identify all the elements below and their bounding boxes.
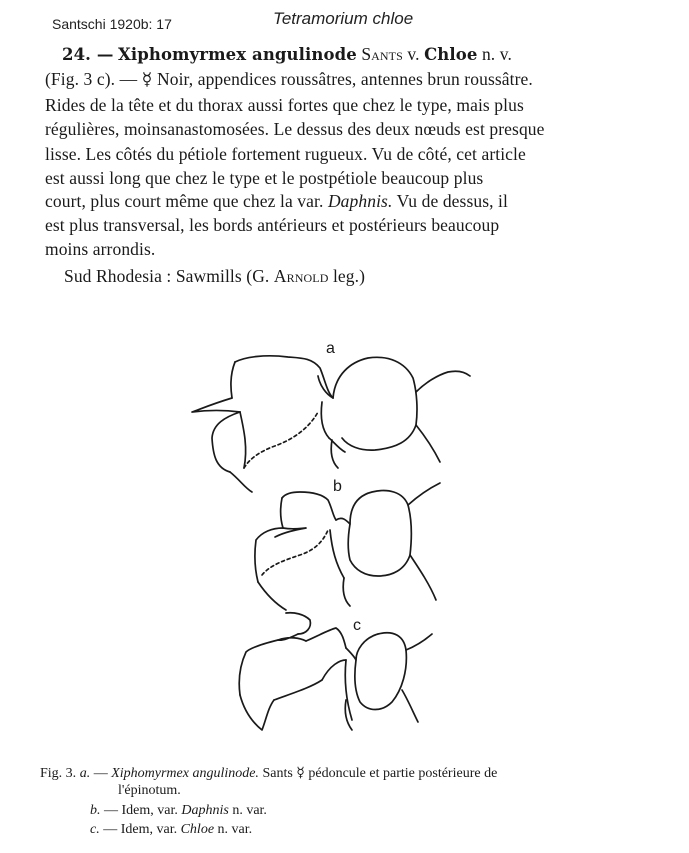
caption-c-post: n. var.	[217, 822, 253, 837]
caption-a-dash: —	[93, 766, 108, 781]
collector-name: Arnold	[273, 266, 329, 286]
locality-post: leg.)	[332, 266, 366, 286]
citation-label: Santschi 1920b: 17	[52, 16, 172, 32]
variety-daphnis: Daphnis.	[327, 191, 393, 211]
taxon-title: Tetramorium chloe	[273, 9, 414, 28]
caption-line-c	[90, 822, 252, 838]
caption-b-letter: b.	[90, 803, 101, 818]
caption-line-a2: l'épinotum.	[118, 783, 181, 798]
description-line-5: lisse. Les côtés du pétiole fortement rugueux. Vu de côté, cet article	[45, 144, 526, 164]
drawing-c	[239, 613, 432, 730]
description-line-4: régulières, moinsanastomosées. Le dessus des deux nœuds est presque	[45, 119, 545, 139]
caption-line-a	[40, 765, 497, 782]
caption-b-variety: Daphnis	[181, 803, 229, 818]
figure-label-c: c	[353, 617, 361, 634]
description-line-9: moins arrondis.	[45, 239, 156, 259]
caption-a-species: Xiphomyrmex angulinode.	[111, 766, 259, 781]
description-line-2: (Fig. 3 c). — ☿ Noir, appendices roussâtres, antennes brun roussâtre.	[45, 69, 533, 89]
caption-a-letter: a.	[79, 766, 91, 781]
description-line-6: est aussi long que chez le type et le postpétiole beaucoup plus	[45, 168, 484, 188]
species-name: Xiphomyrmex angulinode	[117, 45, 357, 64]
line-7-pre: court, plus court même que chez la var.	[45, 191, 324, 211]
caption-line-b	[90, 803, 267, 819]
description-line-3: Rides de la tête et du thorax aussi fortes que chez le type, mais plus	[45, 95, 524, 115]
drawing-b	[255, 483, 440, 610]
caption-c-pre: — Idem, var.	[103, 822, 178, 837]
variety-abbrev: v.	[407, 44, 420, 64]
caption-fig-ref: Fig. 3.	[40, 766, 77, 781]
caption-b-post: n. var.	[232, 803, 267, 818]
line-7-post: Vu de dessus, il	[396, 191, 508, 211]
caption-a-rest: Sants ☿ pédoncule et partie postérieure de	[262, 766, 498, 781]
drawing-a	[192, 356, 470, 492]
author-name: Sants	[361, 44, 403, 64]
caption-c-letter: c.	[90, 822, 100, 837]
description-line-8: est plus transversal, les bords antérieurs et postérieurs beaucoup	[45, 215, 500, 235]
novelty-label: n. v.	[481, 44, 512, 64]
figure-label-a: a	[326, 340, 335, 357]
caption-b-pre: — Idem, var.	[104, 803, 178, 818]
entry-number: 24. —	[62, 45, 114, 64]
locality-pre: Sud Rhodesia : Sawmills (G.	[64, 266, 270, 286]
variety-name: Chloe	[424, 45, 478, 64]
figure-label-b: b	[333, 478, 342, 495]
caption-c-variety: Chloe	[180, 822, 215, 837]
